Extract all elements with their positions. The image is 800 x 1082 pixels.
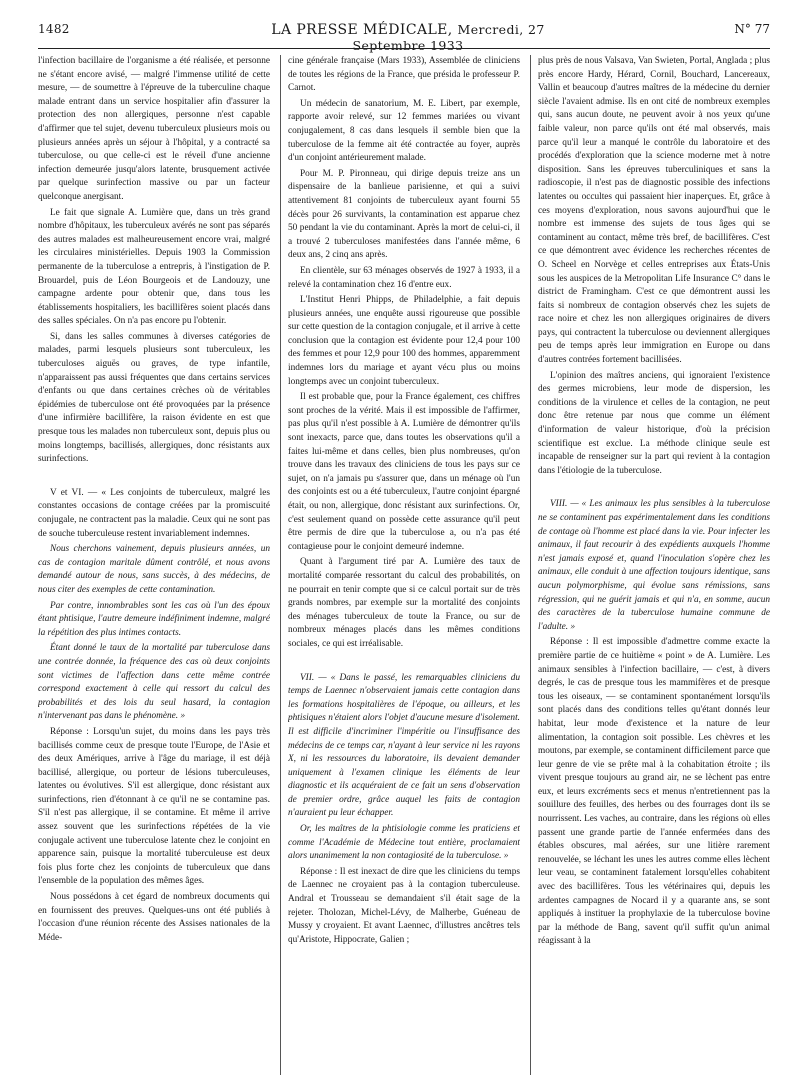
paragraph: Si, dans les salles communes à diverses catégories de malades, parmi lesquels plusieurs sont tuberculeux, les tuberculoses aiguës ou graves, de type infantile, n'apparaissent pas aussi fréquentes que dans certains services d'enfants ou que dans certaines crèches où de véritables épidémies de tuberculose ont été provoquées par la présence d'une infirmière bacillifère, la raison évidente en est que presque tous les malades non tuberculeux sont, depuis plus ou moins longtemps, bacillisés, allergiques, donc résistants aux surinfections. (38, 331, 270, 465)
paragraph: Réponse : Il est inexact de dire que les cliniciens du temps de Laennec ne croyaient pas à la contagion tuberculeuse. Andral et Trousseau se demandaient s'il était sage de la rejeter. Tholozan, Michel-Lévy, de Malherbe, Guéneau de Mussy y croyaient. Et avant Laennec, d'illustres ancêtres tels qu'Aristote, Hippocrate, Galien ; (288, 866, 520, 945)
paragraph: Le fait que signale A. Lumière que, dans un très grand nombre d'hôpitaux, les tuberculeux avérés ne sont pas séparés des autres malades est malheureusement encore vrai, malgré les circulaires ministérielles. Depuis 1903 la Commission permanente de la tuberculose a entrepris, à l'instigation de P. Brouardel, puis de Léon Bourgeois et de Landouzy, une campagne ardente pour obtenir que, dans tous les établissements hospitaliers, les bacillifères soient placés dans des salles spéciales. On n'a pas encore pu l'obtenir. (38, 207, 270, 327)
paragraph: VIII. — « Les animaux les plus sensibles à la tuberculose ne se contaminent pas expérimentalement dans les conditions de contage où l'homme est placé dans la vie. Pour infecter les animaux, il faut recourir à des expédients auxquels l'homme n'est jamais exposé et, quand l'inoculation s'opère chez les animaux, elle conduit à une affection toujours identique, sans aucun polymorphisme, qui évolue sans rémissions, sans régression, qui ne guérit jamais et qui n'a, en somme, aucun des caractères de la tuberculose humaine commune de l'adulte. » (538, 499, 770, 632)
paragraph: cine générale française (Mars 1933), Assemblée de cliniciens de toutes les régions de la France, que présida le professeur P. Carnot. (288, 56, 520, 94)
paragraph: Étant donné le taux de la mortalité par tuberculose dans une contrée donnée, la fréquence des cas où deux conjoints sont victimes de l'affection dans cette même contrée correspond exactement à celle qui ressort du calcul des probabilités et des lois du seul hasard, la contagion n'intervenant pas dans le phénomène. » (38, 643, 270, 722)
issue-date: Mercredi, 27 Septembre 1933 (352, 22, 545, 53)
section-spacer (288, 654, 520, 672)
section-spacer (38, 469, 270, 487)
journal-title (238, 22, 578, 54)
paragraph: Nous cherchons vainement, depuis plusieurs années, un cas de contagion maritale dûment contrôlé, et nous avons demandé autour de nous, sans succès, à des médecins, de nous citer des exemples de cette contamination. (38, 544, 270, 595)
page-number: 1482 (38, 22, 70, 36)
paragraph: VII. — « Dans le passé, les remarquables cliniciens du temps de Laennec n'observaient jamais cette contagion dans les formations hospitalières de l'époque, ou ailleurs, et les phtisiques n'étaient alors l'objet d'aucune mesure d'isolement. Il est difficile d'incriminer l'impéritie ou l'insuffisance des médecins de ce temps car, n'ayant à leur service ni les rayons X, ni les ressources du laboratoire, ils devaient demander uniquement à l'examen clinique les éléments de leur diagnostic et ils acquéraient de ce fait un sens d'observation de premier ordre, grâce auquel les faits de contagion n'auraient pu leur échapper. (288, 672, 520, 819)
paragraph: Nous possédons à cet égard de nombreux documents qui en fournissent des preuves. Quelques-uns ont été publiés à l'occasion d'une réunion récente des Assises nationales de la Méde- (38, 892, 270, 943)
paragraph: Réponse : Lorsqu'un sujet, du moins dans les pays très bacillisés comme ceux de presque toute l'Europe, de l'Asie et des deux Amériques, arrive à l'âge du mariage, il est déjà bacillisé, allergique, ou porteur de lésions tuberculeuses, latentes ou évolutives. S'il est allergique, donc résistant aux surinfections, rien d'étonnant à ce qu'il ne se contamine pas. S'il n'est pas allergique, il se contamine. Et même il arrive assez souvent que les surinfections répétées de la vie conjugale activent une tuberculose latente chez le conjoint en apparence sain, puisque la mortalité tuberculeuse est deux fois plus forte chez les conjoints de tuberculeux que dans l'ensemble de la population des mêmes âges. (38, 726, 270, 887)
paragraph: Un médecin de sanatorium, M. E. Libert, par exemple, rapporte avoir relevé, sur 12 femmes mariées ou vivant conjugalement, 8 cas dans lesquels il semble bien que la tuberculose de la femme ait été contractée au foyer, auprès d'un conjoint antérieurement malade. (288, 98, 520, 164)
section-spacer (538, 480, 770, 498)
header-rule (38, 48, 770, 49)
page-header (38, 22, 770, 53)
paragraph: Quant à l'argument tiré par A. Lumière des taux de mortalité comparée ressortant du calcul des probabilités, on ne pourrait en tenir compte que si ce calcul portait sur de très grands nombres, par exemple sur la mortalité des conjoints des ménages tuberculeux de toute la France, ou sur de nombreux ménages placés dans les mêmes conditions sociales, ce qui est irréalisable. (288, 557, 520, 649)
paragraph: l'infection bacillaire de l'organisme a été réalisée, et personne ne s'étant encore avisé, — malgré l'immense utilité de cette mesure, — de soumettre à l'épreuve de la tuberculine chaque malade entrant dans un service hospitalier afin d'assurer la protection des non allergiques, personne n'est capable d'affirmer que tel sujet, devenu tuberculeux plusieurs mois ou plusieurs années après un séjour à l'hôpital, y a contracté sa tuberculose, ou que celle-ci est le réveil d'une ancienne infection demeurée jusqu'alors latente, brusquement activée par quelque surinfection massive ou par un facteur quelconque anergisant. (38, 56, 270, 202)
column-divider (530, 55, 531, 1075)
paragraph: Par contre, innombrables sont les cas où l'un des époux étant phtisique, l'autre demeure indéfiniment indemne, malgré la répétition des plus intimes contacts. (38, 600, 270, 638)
journal-name: LA PRESSE MÉDICALE, (271, 22, 453, 38)
paragraph: L'Institut Henri Phipps, de Philadelphie, a fait depuis plusieurs années, une enquête aussi rigoureuse que possible sur cette question de la contagion conjugale, et il arrive à cette conclusion que la contagion est évidente pour 12,4 pour 100 des femmes et pour 12,9 pour 100 des hommes, apparemment indemnes lors du mariage et ayant vécu plus ou moins longtemps avec un conjoint tuberculeux. (288, 295, 520, 387)
paragraph: En clientèle, sur 63 ménages observés de 1927 à 1933, il a relevé la contamination chez 16 d'entre eux. (288, 265, 520, 290)
issue-number: N° 77 (734, 22, 770, 36)
column-divider (280, 55, 281, 1075)
newspaper-page (38, 0, 770, 1082)
paragraph: Réponse : Il est impossible d'admettre comme exacte la première partie de ce huitième « point » de A. Lumière. Les animaux sensibles à l'infection bacillaire, — c'est, à divers degrés, le cas de presque tous les mammifères et de presque tous les oiseaux, — se contaminent spontanément lorsqu'ils sont placés dans des conditions telles qu'étant donnés leur habitat, leur mode d'existence et la nature de leur alimentation, la contagion soit possible. Les chèvres et les moutons, par exemple, se contaminent difficilement parce que leur genre de vie se prête mal à la cohabitation étroite ; ils vivent presque toujours au grand air, ne se lèchent pas entre eux, et leurs excréments secs et menus n'entretiennent pas la souillure des feuilles, des herbes ou des fourrages dont ils se nourrissent. Les vaches, au contraire, dans les régions où elles passent une grande partie de l'année enfermées dans des étables obscures, mal aérées, sur une litière rarement renouvelée, se léchant les unes les autres comme elles lèchent leur veau, se contaminent fatalement lorsqu'elles cohabitent avec des bacillifères. Tous les vétérinaires qui, depuis les ardentes campagnes de Nocard il y a quarante ans, se sont appliqués à instituer la prophylaxie de la tuberculose bovine par la méthode de Bang, savent qu'il suffit qu'un animal réagissant à la (538, 637, 770, 947)
text-column-3 (538, 55, 770, 1075)
paragraph: Il est probable que, pour la France également, ces chiffres sont proches de la vérité. Mais il est impossible de l'affirmer, pas plus qu'il n'est possible à A. Lumière de démontrer qu'ils sont inexacts, parce que, dans toutes les observations qu'il a faites lui-même et dans celles, bien plus nombreuses, qu'on trouve dans les travaux des cliniciens de tous les pays sur ce sujet, on n'a jamais pu s'assurer que, dans un ménage où l'un des conjoints est ou a été tuberculeux, l'autre conjoint épargné était, ou non, allergique, donc résistant aux surinfections. Or, c'est seulement quand on possède cette assurance qu'il peut être permis de dire que la tuberculose a, ou n'a pas été contagieuse pour le conjoint demeuré indemne. (288, 392, 520, 552)
text-column-1 (38, 55, 270, 1075)
paragraph: L'opinion des maîtres anciens, qui ignoraient l'existence des germes microbiens, leur mode de dispersion, les conditions de la virulence et celles de la contagion, ne peut donc être retenue par nous que comme un élément d'information de valeur historique, d'où la précision scientifique est exclue. La méthode clinique seule est incapable de renseigner sur la part qui revient à la contagion dans l'étiologie de la tuberculose. (538, 370, 770, 476)
paragraph: plus près de nous Valsava, Van Swieten, Portal, Anglada ; plus près encore Hardy, Hérard, Cornil, Bouchard, Lancereaux, Vallin et beaucoup d'autres maîtres de la médecine du dernier siècle l'avaient admise. Ils en ont cité de nombreux exemples qui, sans aucun doute, ne peuvent avoir à nos yeux qu'une faible valeur, non parce qu'ils ont été mal observés, mais parce qu'il leur a manqué le contrôle du laboratoire et des procédés d'exploration que la science moderne met à notre disposition. Sans les épreuves tuberculiniques et sans la radioscopie, il n'est pas de diagnostic possible des infections latentes ou occultes qui passaient hier inaperçues. Et, grâce à ces moyens d'exploration, nous savons aujourd'hui que le nombre est immense des sujets de tous âges qui se contaminent au contact, même très bref, de bacillifères. C'est ce que démontrent avec évidence les recherches récentes de O. Scheel en Norvège et celles entreprises aux États-Unis sous les auspices de la Metropolitan Life Insurance C° dans le district de Framingham. C'est ce que démontrent aussi les faits si nombreux de contagion observés chez les sujets de race noire et chez les non allergiques originaires de divers pays, qui contractent la tuberculose ou deviennent allergiques peu de temps après leur immigration en Europe ou dans d'autres contrées fortement bacillisées. (538, 56, 770, 366)
paragraph: V et VI. — « Les conjoints de tuberculeux, malgré les constantes occasions de contage créées par la promiscuité conjugale, ne contractent pas la maladie. Ceux qui ne sont pas de souche tuberculeuse restent invariablement indemnes. (38, 487, 270, 539)
paragraph: Pour M. P. Pironneau, qui dirige depuis treize ans un dispensaire de la banlieue parisienne, et qui a suivi attentivement 81 conjoints de tuberculeux ayant fourni 55 décès pour 26 survivants, la contamination est apparue chez 50 pendant la vie du contaminant. Après la mort de celui-ci, il a trouvé 2 tuberculoses manifestées dans l'année même, 6 deux ans, 2 cinq ans après. (288, 168, 520, 261)
paragraph: Or, les maîtres de la phtisiologie comme les praticiens et comme l'Académie de Médecine tout entière, proclamaient alors unanimement la non contagiosité de la tuberculose. » (288, 824, 520, 862)
text-column-2 (288, 55, 520, 1075)
